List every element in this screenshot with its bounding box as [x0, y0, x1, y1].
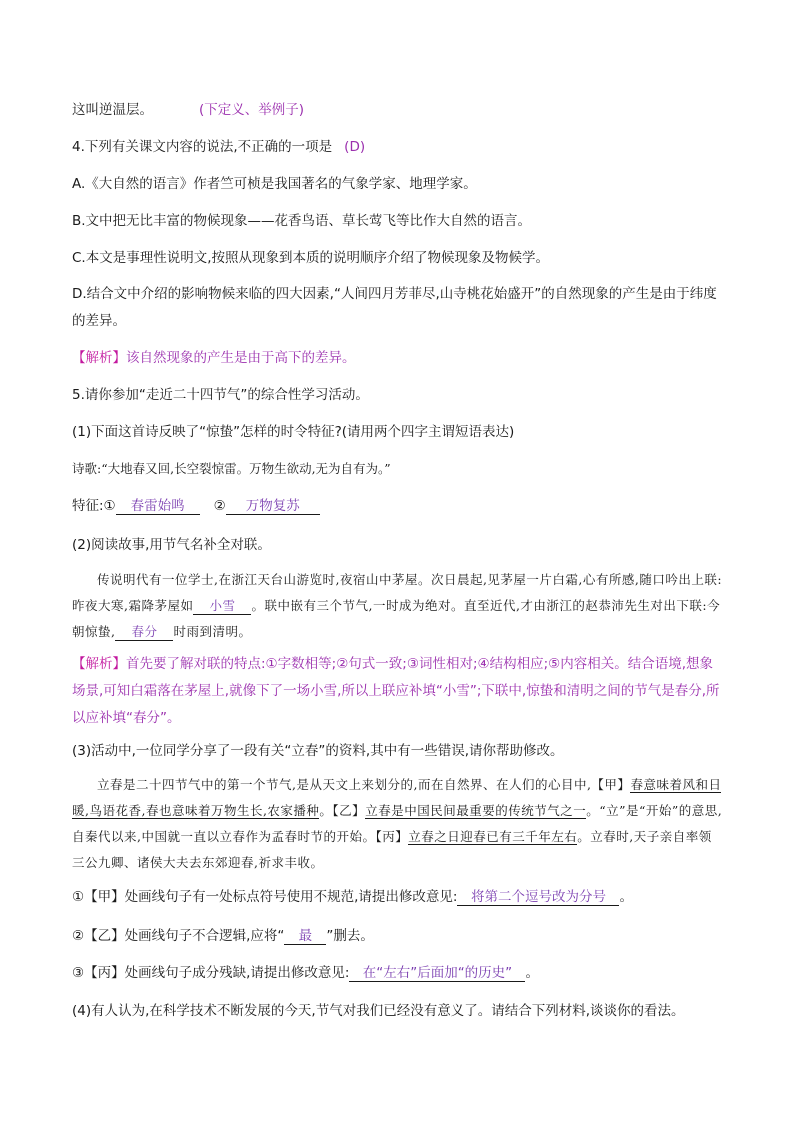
fix-1: ①【甲】处画线句子有一处标点符号使用不规范,请提出修改意见: 将第二个逗号改为分号 。 [72, 889, 633, 905]
question-5-1: (1)下面这首诗反映了“惊蛰”怎样的时令特征?(请用两个四字主谓短语表达) [72, 424, 515, 440]
story-lichun: 立春是二十四节气中的第一个节气,是从天文上来划分的,而在自然界、在人们的心目中,【甲】春意味着风和日暖,鸟语花香,春也意味着万物生长,农家播种。【乙】立春是中国民间最重要的传统节气之一。“立”是“开始”的意思,自秦代以来,中国就一直以立春作为孟春时节的开始。【丙】立春之日迎春已有三千年左右。立春时,天子亲自率领三公九卿、诸侯大夫去东郊迎春,祈求丰收。 [72, 777, 723, 870]
poem: 诗歌:“大地春又回,长空裂惊雷。万物生欲动,无为自有为。” [72, 461, 391, 476]
line-niwenceng: 这叫逆温层。 (下定义、举例子) [72, 102, 305, 118]
underlined-bing: 立春之日迎春已有三千年左右 [408, 829, 578, 844]
feature-line: 特征:① 春雷始鸣 ② 万物复苏 [72, 496, 320, 516]
question-5-3: (3)活动中,一位同学分享了一段有关“立春”的资料,其中有一些错误,请你帮助修改。 [72, 743, 564, 759]
answer-method: (下定义、举例子) [199, 102, 305, 118]
answer-4: (D) [344, 139, 366, 155]
analysis-5-2: 【解析】首先要了解对联的特点:①字数相等;②句式一致;③词性相对;④结构相应;⑤内容相关。结合语境,想象场景,可知白霜落在茅屋上,就像下了一场小雪,所以上联应补填“小雪”;下联中,惊蛰和清明之间的节气是春分,所以应补填“春分”。 [72, 656, 720, 726]
option-b: B.文中把无比丰富的物候现象——花香鸟语、草长莺飞等比作大自然的语言。 [72, 213, 532, 229]
question-5-2: (2)阅读故事,用节气名补全对联。 [72, 537, 271, 553]
question-4: 4.下列有关课文内容的说法,不正确的一项是 (D) [72, 139, 366, 155]
couplet-answer-2: 春分 [115, 624, 173, 641]
fix-2-answer: 最 [284, 928, 326, 945]
fix-1-answer: 将第二个逗号改为分号 [457, 889, 619, 906]
underlined-jia: 春意味着风和日暖,鸟语花香,春也意味着万物生长,农家播种 [72, 777, 722, 818]
feature-answer-1: 春雷始鸣 [116, 498, 200, 515]
fix-3-answer: 在“左右”后面加“的历史” [349, 965, 525, 982]
fix-2: ②【乙】处画线句子不合逻辑,应将“ 最 ”删去。 [72, 928, 374, 944]
option-d: D.结合文中介绍的影响物候来临的四大因素,“人间四月芳菲尽,山寺桃花始盛开”的自然现象的产生是由于纬度的差异。 [72, 286, 717, 329]
feature-answer-2: 万物复苏 [226, 498, 320, 515]
story-couplet: 传说明代有一位学士,在浙江天台山游览时,夜宿山中茅屋。次日晨起,见茅屋一片白霜,心有所感,随口吟出上联:昨夜大寒,霜降茅屋如 小雪 。联中嵌有三个节气,一时成为绝对。直至近代,才由浙江的赵恭沛先生对出下联:今朝惊蛰, 春分 时雨到清明。 [72, 572, 723, 639]
question-5: 5.请你参加“走近二十四节气”的综合性学习活动。 [72, 387, 369, 403]
couplet-answer-1: 小雪 [193, 598, 251, 615]
option-c: C.本文是事理性说明文,按照从现象到本质的说明顺序介绍了物候现象及物候学。 [72, 250, 550, 266]
analysis-4: 【解析】该自然现象的产生是由于高下的差异。 [72, 350, 356, 366]
fix-3: ③【丙】处画线句子成分残缺,请提出修改意见: 在“左右”后面加“的历史” 。 [72, 965, 539, 981]
underlined-yi: 立春是中国民间最重要的传统节气之一 [365, 803, 587, 818]
question-5-4: (4)有人认为,在科学技术不断发展的今天,节气对我们已经没有意义了。请结合下列材料,谈谈你的看法。 [72, 1003, 685, 1019]
option-a: A.《大自然的语言》作者竺可桢是我国著名的气象学家、地理学家。 [72, 176, 477, 192]
